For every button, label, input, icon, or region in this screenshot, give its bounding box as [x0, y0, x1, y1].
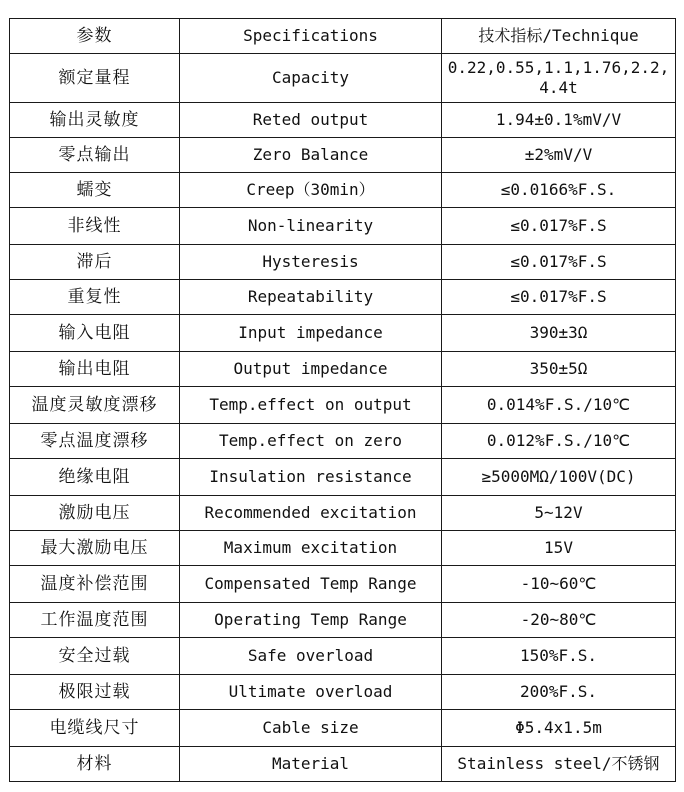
value-cell: ≥5000MΩ/100V(DC): [442, 459, 676, 496]
table-row: [10, 459, 676, 496]
value-cell: ≤0.0166%F.S.: [442, 173, 676, 208]
value-cell: Stainless steel/不锈钢: [442, 747, 676, 782]
value-cell: 0.012%F.S./10℃: [442, 424, 676, 459]
param-cell: 工作温度范围: [10, 603, 180, 638]
spec-cell: Capacity: [180, 54, 442, 103]
specifications-table: [9, 18, 676, 782]
spec-cell: Output impedance: [180, 352, 442, 387]
spec-cell: Material: [180, 747, 442, 782]
value-cell: 5~12V: [442, 496, 676, 531]
param-cell: 额定量程: [10, 54, 180, 103]
table-row: [10, 173, 676, 208]
spec-cell: Compensated Temp Range: [180, 566, 442, 603]
table-row: [10, 54, 676, 103]
table-row: [10, 496, 676, 531]
param-cell: 安全过载: [10, 638, 180, 675]
param-cell: 材料: [10, 747, 180, 782]
table-row: [10, 531, 676, 566]
spec-cell: Hysteresis: [180, 245, 442, 280]
value-cell: ≤0.017%F.S: [442, 280, 676, 315]
value-cell: 0.22,0.55,1.1,1.76,2.2,4.4t: [442, 54, 676, 103]
param-cell: 极限过载: [10, 675, 180, 710]
table-row: [10, 138, 676, 173]
param-cell: 最大激励电压: [10, 531, 180, 566]
table-body: [10, 19, 676, 782]
param-cell: 输出灵敏度: [10, 103, 180, 138]
value-cell: Φ5.4x1.5m: [442, 710, 676, 747]
table-row: [10, 208, 676, 245]
param-cell: 绝缘电阻: [10, 459, 180, 496]
param-cell: 电缆线尺寸: [10, 710, 180, 747]
spec-cell: Operating Temp Range: [180, 603, 442, 638]
value-cell: 1.94±0.1%mV/V: [442, 103, 676, 138]
table-row: [10, 352, 676, 387]
header-param: 参数: [10, 19, 180, 54]
param-cell: 零点温度漂移: [10, 424, 180, 459]
spec-cell: Creep（30min）: [180, 173, 442, 208]
header-row: [10, 19, 676, 54]
spec-cell: Repeatability: [180, 280, 442, 315]
spec-cell: Recommended excitation: [180, 496, 442, 531]
param-cell: 零点输出: [10, 138, 180, 173]
value-cell: 150%F.S.: [442, 638, 676, 675]
value-cell: 390±3Ω: [442, 315, 676, 352]
header-value: 技术指标/Technique: [442, 19, 676, 54]
value-cell: ≤0.017%F.S: [442, 245, 676, 280]
value-cell: ±2%mV/V: [442, 138, 676, 173]
table-row: [10, 566, 676, 603]
value-cell: -20~80℃: [442, 603, 676, 638]
table-row: [10, 103, 676, 138]
spec-cell: Temp.effect on zero: [180, 424, 442, 459]
param-cell: 蠕变: [10, 173, 180, 208]
param-cell: 重复性: [10, 280, 180, 315]
table-row: [10, 747, 676, 782]
table-row: [10, 245, 676, 280]
table-row: [10, 387, 676, 424]
param-cell: 滞后: [10, 245, 180, 280]
param-cell: 输出电阻: [10, 352, 180, 387]
spec-cell: Non-linearity: [180, 208, 442, 245]
spec-cell: Ultimate overload: [180, 675, 442, 710]
header-spec: Specifications: [180, 19, 442, 54]
spec-cell: Reted output: [180, 103, 442, 138]
value-cell: 0.014%F.S./10℃: [442, 387, 676, 424]
table-row: [10, 603, 676, 638]
value-cell: 15V: [442, 531, 676, 566]
param-cell: 温度补偿范围: [10, 566, 180, 603]
param-cell: 输入电阻: [10, 315, 180, 352]
spec-cell: Zero Balance: [180, 138, 442, 173]
param-cell: 非线性: [10, 208, 180, 245]
param-cell: 激励电压: [10, 496, 180, 531]
spec-cell: Insulation resistance: [180, 459, 442, 496]
table-row: [10, 280, 676, 315]
table-row: [10, 675, 676, 710]
table-row: [10, 638, 676, 675]
table-row: [10, 710, 676, 747]
value-cell: ≤0.017%F.S: [442, 208, 676, 245]
spec-cell: Safe overload: [180, 638, 442, 675]
spec-cell: Maximum excitation: [180, 531, 442, 566]
value-cell: 200%F.S.: [442, 675, 676, 710]
table-row: [10, 315, 676, 352]
table-row: [10, 424, 676, 459]
spec-cell: Input impedance: [180, 315, 442, 352]
value-cell: -10~60℃: [442, 566, 676, 603]
spec-cell: Cable size: [180, 710, 442, 747]
param-cell: 温度灵敏度漂移: [10, 387, 180, 424]
spec-cell: Temp.effect on output: [180, 387, 442, 424]
value-cell: 350±5Ω: [442, 352, 676, 387]
